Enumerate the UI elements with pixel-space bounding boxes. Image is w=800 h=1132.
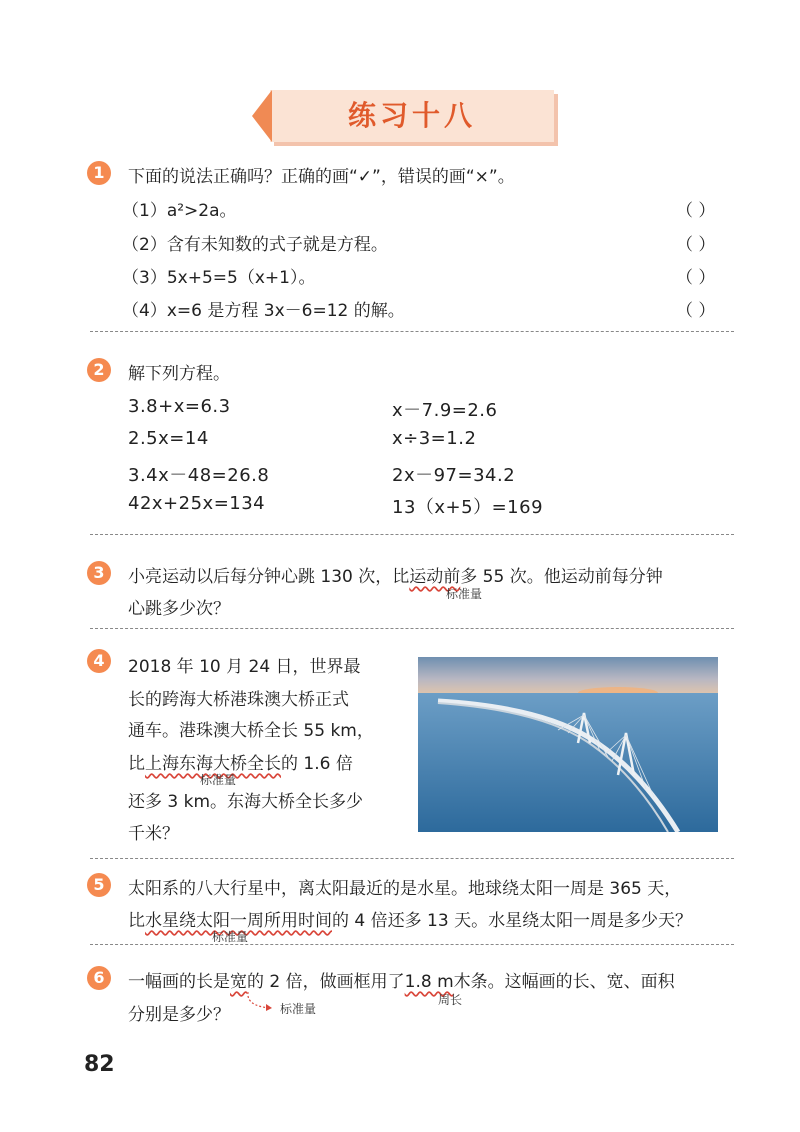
q1-item-1: （1）a²>2a。 xyxy=(122,201,237,221)
standard-quantity-note: 标准量 xyxy=(212,930,249,944)
equation-right-2: x÷3=1.2 xyxy=(392,428,477,449)
question-4-number: 4 xyxy=(87,649,111,673)
divider xyxy=(90,331,734,332)
question-3-number: 3 xyxy=(87,561,111,585)
q1-item-4-answer-box[interactable]: （ ） xyxy=(676,301,716,321)
page-number: 82 xyxy=(84,1052,115,1077)
standard-quantity-highlight: 运动前 xyxy=(409,567,461,587)
question-5-number: 5 xyxy=(87,873,111,897)
equation-left-4: 42x+25x=134 xyxy=(128,493,266,514)
question-2-number: 2 xyxy=(87,358,111,382)
question-3-line-1: 小亮运动以后每分钟心跳 130 次，比运动前多 55 次。他运动前每分钟 xyxy=(128,567,663,587)
question-1-number: 1 xyxy=(87,161,111,185)
equation-left-1: 3.8+x=6.3 xyxy=(128,396,231,417)
q1-item-2: （2）含有未知数的式子就是方程。 xyxy=(122,235,388,255)
equation-left-2: 2.5x=14 xyxy=(128,428,209,449)
perimeter-note: 周长 xyxy=(438,993,463,1007)
divider xyxy=(90,944,734,945)
q1-item-4: （4）x=6 是方程 3x－6=12 的解。 xyxy=(122,301,405,321)
arrow-icon xyxy=(240,990,280,1018)
question-6-line-1: 一幅画的长是宽的 2 倍，做画框用了1.8 m木条。这幅画的长、宽、面积 xyxy=(128,972,675,992)
question-6-number: 6 xyxy=(87,966,111,990)
divider xyxy=(90,628,734,629)
equation-right-1: x－7.9=2.6 xyxy=(392,400,498,421)
q1-item-1-answer-box[interactable]: （ ） xyxy=(676,201,716,221)
standard-quantity-highlight: 上海东海大桥全长 xyxy=(145,754,281,774)
question-4-line-4: 比上海东海大桥全长的 1.6 倍 xyxy=(128,754,353,774)
standard-quantity-highlight: 水星绕太阳一周所用时间 xyxy=(145,911,332,931)
page-title: 练习十八 xyxy=(347,99,476,132)
question-4-line-5: 还多 3 km。东海大桥全长多少 xyxy=(128,792,364,812)
question-5-line-2: 比水星绕太阳一周所用时间的 4 倍还多 13 天。水星绕太阳一周是多少天？ xyxy=(128,911,693,931)
question-4-line-1: 2018 年 10 月 24 日，世界最 xyxy=(128,657,361,677)
title-banner xyxy=(252,90,554,142)
question-6-line-2: 分别是多少？ xyxy=(128,1005,230,1025)
equation-right-4: 13（x+5）=169 xyxy=(392,497,544,518)
question-4-line-3: 通车。港珠澳大桥全长 55 km， xyxy=(128,721,374,741)
question-4-line-6: 千米？ xyxy=(128,824,179,844)
perimeter-highlight: 1.8 m xyxy=(404,972,454,992)
banner-arrow-tip xyxy=(252,90,272,142)
standard-quantity-highlight: 宽 xyxy=(230,972,247,992)
q1-item-3-answer-box[interactable]: （ ） xyxy=(676,268,716,288)
q1-item-2-answer-box[interactable]: （ ） xyxy=(676,235,716,255)
standard-quantity-note: 标准量 xyxy=(200,773,237,787)
divider xyxy=(90,534,734,535)
question-3-line-2: 心跳多少次？ xyxy=(128,599,230,619)
divider xyxy=(90,858,734,859)
question-5-line-1: 太阳系的八大行星中，离太阳最近的是水星。地球绕太阳一周是 365 天， xyxy=(128,879,682,899)
q1-item-3: （3）5x+5=5（x+1）。 xyxy=(122,268,316,288)
standard-quantity-note: 标准量 xyxy=(446,587,483,601)
equation-left-3: 3.4x－48=26.8 xyxy=(128,465,270,486)
standard-quantity-note: 标准量 xyxy=(280,1002,317,1016)
bridge-illustration xyxy=(418,657,718,832)
bridge-photo xyxy=(418,657,718,832)
question-4-line-2: 长的跨海大桥港珠澳大桥正式 xyxy=(128,690,349,710)
equation-right-3: 2x－97=34.2 xyxy=(392,465,516,486)
question-2-prompt: 解下列方程。 xyxy=(128,364,230,384)
question-1-prompt: 下面的说法正确吗？正确的画“✓”，错误的画“×”。 xyxy=(128,167,515,187)
